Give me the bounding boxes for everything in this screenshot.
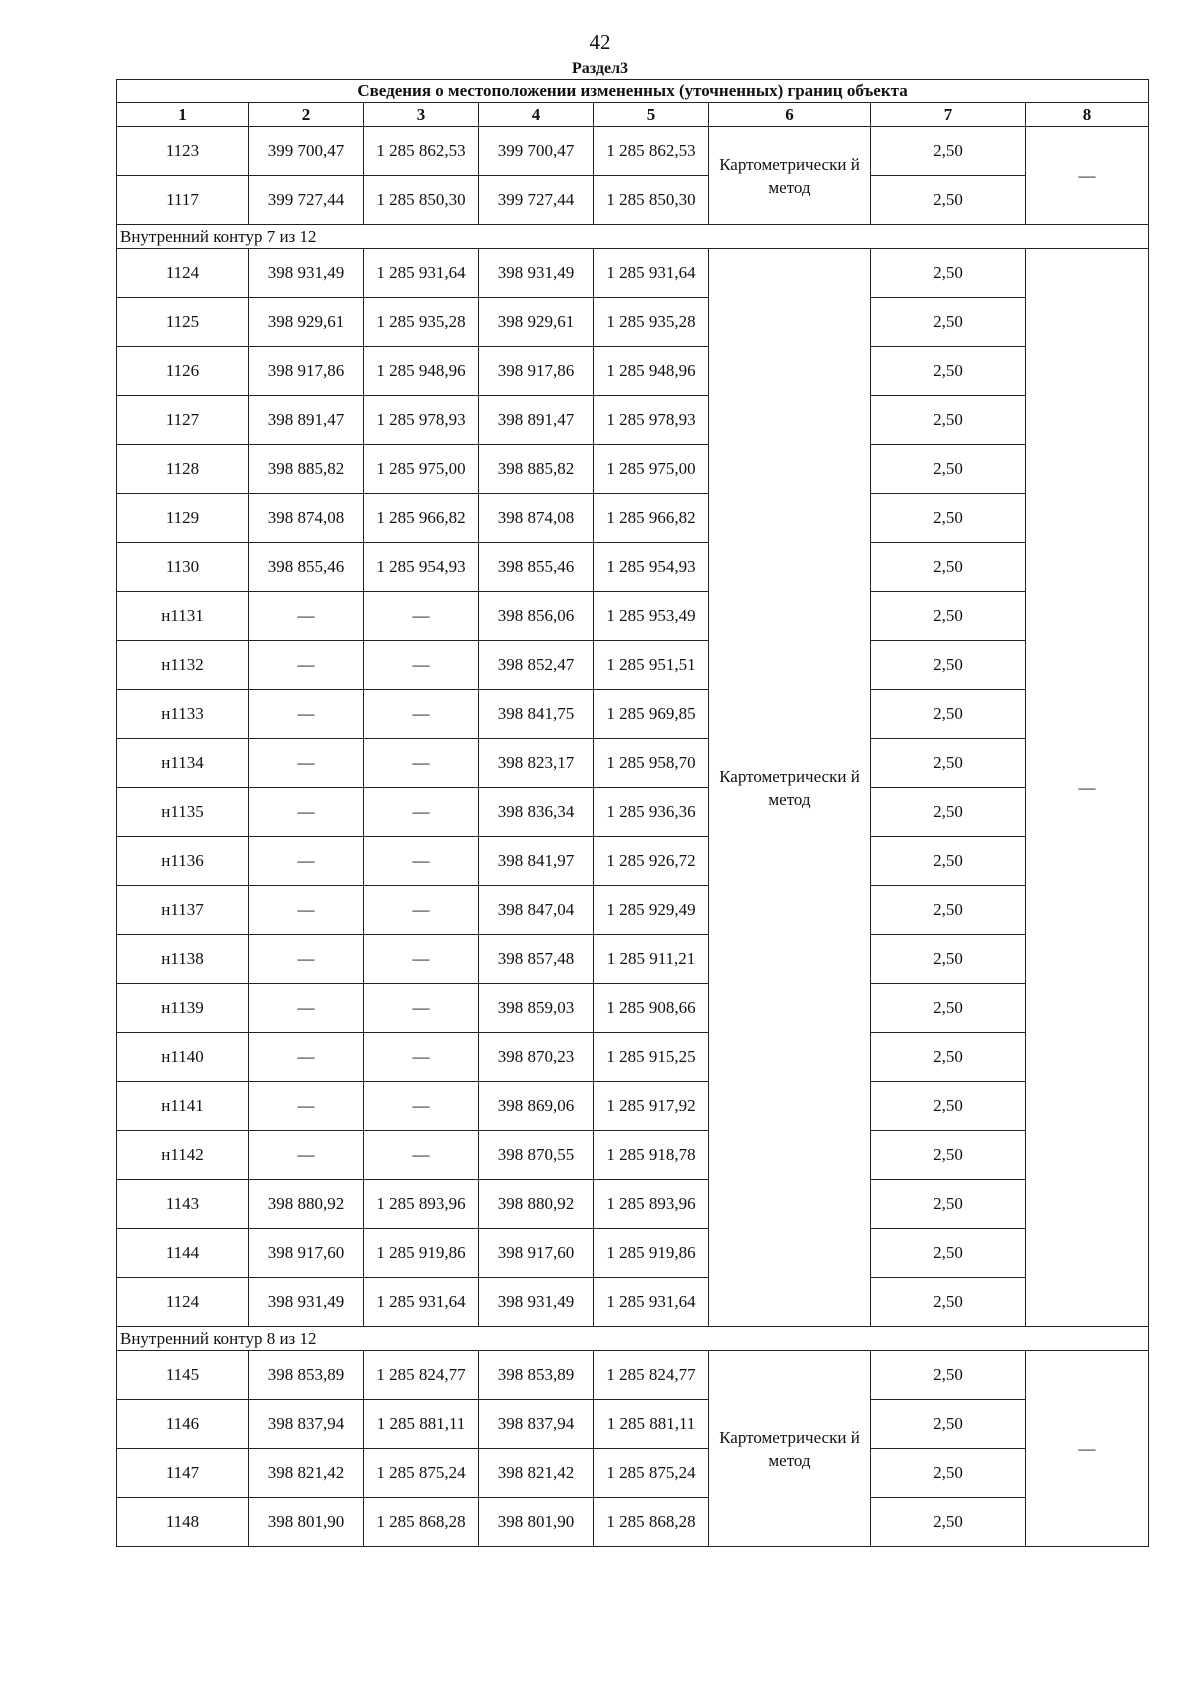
column-header: 5 bbox=[594, 103, 709, 127]
point-number-cell: 1130 bbox=[117, 543, 249, 592]
new-x-cell: 398 885,82 bbox=[479, 445, 594, 494]
new-y-cell: 1 285 935,28 bbox=[594, 298, 709, 347]
new-x-cell: 398 931,49 bbox=[479, 1278, 594, 1327]
existing-y-cell: — bbox=[364, 1082, 479, 1131]
accuracy-cell: 2,50 bbox=[871, 298, 1026, 347]
accuracy-cell: 2,50 bbox=[871, 127, 1026, 176]
new-y-cell: 1 285 954,93 bbox=[594, 543, 709, 592]
table-row bbox=[117, 1082, 1149, 1131]
existing-y-cell: 1 285 931,64 bbox=[364, 1278, 479, 1327]
contour-header-row bbox=[117, 1327, 1149, 1351]
accuracy-cell: 2,50 bbox=[871, 445, 1026, 494]
table-row bbox=[117, 396, 1149, 445]
existing-y-cell: — bbox=[364, 935, 479, 984]
existing-y-cell: — bbox=[364, 592, 479, 641]
new-y-cell: 1 285 893,96 bbox=[594, 1180, 709, 1229]
new-x-cell: 398 874,08 bbox=[479, 494, 594, 543]
new-x-cell: 398 917,86 bbox=[479, 347, 594, 396]
new-y-cell: 1 285 931,64 bbox=[594, 249, 709, 298]
accuracy-cell: 2,50 bbox=[871, 1131, 1026, 1180]
existing-x-cell: 398 891,47 bbox=[249, 396, 364, 445]
existing-x-cell: — bbox=[249, 1131, 364, 1180]
contour-label: Внутренний контур 8 из 12 bbox=[117, 1327, 1149, 1351]
new-x-cell: 398 870,55 bbox=[479, 1131, 594, 1180]
point-number-cell: 1126 bbox=[117, 347, 249, 396]
existing-x-cell: 399 727,44 bbox=[249, 176, 364, 225]
boundary-coordinates-table bbox=[116, 79, 1149, 1547]
table-row bbox=[117, 543, 1149, 592]
contour-header-row bbox=[117, 225, 1149, 249]
existing-x-cell: — bbox=[249, 788, 364, 837]
accuracy-cell: 2,50 bbox=[871, 1351, 1026, 1400]
existing-y-cell: — bbox=[364, 690, 479, 739]
method-cell: Картометрически й метод bbox=[709, 1351, 871, 1547]
table-row bbox=[117, 1449, 1149, 1498]
point-number-cell: н1138 bbox=[117, 935, 249, 984]
accuracy-cell: 2,50 bbox=[871, 1229, 1026, 1278]
accuracy-cell: 2,50 bbox=[871, 176, 1026, 225]
section-title: Раздел3 bbox=[571, 60, 629, 77]
existing-y-cell: 1 285 935,28 bbox=[364, 298, 479, 347]
accuracy-cell: 2,50 bbox=[871, 1449, 1026, 1498]
existing-x-cell: 398 929,61 bbox=[249, 298, 364, 347]
column-header: 2 bbox=[249, 103, 364, 127]
new-y-cell: 1 285 948,96 bbox=[594, 347, 709, 396]
accuracy-cell: 2,50 bbox=[871, 935, 1026, 984]
new-y-cell: 1 285 881,11 bbox=[594, 1400, 709, 1449]
existing-y-cell: — bbox=[364, 739, 479, 788]
new-x-cell: 398 801,90 bbox=[479, 1498, 594, 1547]
column-header-row bbox=[117, 103, 1149, 127]
point-number-cell: 1125 bbox=[117, 298, 249, 347]
new-x-cell: 398 857,48 bbox=[479, 935, 594, 984]
existing-y-cell: — bbox=[364, 641, 479, 690]
column-8-cell: — bbox=[1026, 249, 1149, 1327]
existing-y-cell: — bbox=[364, 984, 479, 1033]
table-row bbox=[117, 886, 1149, 935]
point-number-cell: 1124 bbox=[117, 1278, 249, 1327]
existing-x-cell: 398 874,08 bbox=[249, 494, 364, 543]
existing-x-cell: 398 837,94 bbox=[249, 1400, 364, 1449]
new-x-cell: 398 929,61 bbox=[479, 298, 594, 347]
new-x-cell: 398 853,89 bbox=[479, 1351, 594, 1400]
table-row bbox=[117, 494, 1149, 543]
existing-x-cell: 398 917,86 bbox=[249, 347, 364, 396]
table-row bbox=[117, 1131, 1149, 1180]
existing-y-cell: 1 285 824,77 bbox=[364, 1351, 479, 1400]
accuracy-cell: 2,50 bbox=[871, 690, 1026, 739]
point-number-cell: 1124 bbox=[117, 249, 249, 298]
table-row bbox=[117, 690, 1149, 739]
method-cell: Картометрически й метод bbox=[709, 127, 871, 225]
existing-y-cell: 1 285 881,11 bbox=[364, 1400, 479, 1449]
new-y-cell: 1 285 862,53 bbox=[594, 127, 709, 176]
new-y-cell: 1 285 978,93 bbox=[594, 396, 709, 445]
point-number-cell: н1133 bbox=[117, 690, 249, 739]
new-y-cell: 1 285 911,21 bbox=[594, 935, 709, 984]
new-y-cell: 1 285 919,86 bbox=[594, 1229, 709, 1278]
accuracy-cell: 2,50 bbox=[871, 1033, 1026, 1082]
table-row bbox=[117, 935, 1149, 984]
existing-y-cell: 1 285 948,96 bbox=[364, 347, 479, 396]
table-row bbox=[117, 445, 1149, 494]
new-y-cell: 1 285 918,78 bbox=[594, 1131, 709, 1180]
point-number-cell: н1135 bbox=[117, 788, 249, 837]
new-y-cell: 1 285 929,49 bbox=[594, 886, 709, 935]
existing-x-cell: 398 821,42 bbox=[249, 1449, 364, 1498]
existing-y-cell: 1 285 954,93 bbox=[364, 543, 479, 592]
accuracy-cell: 2,50 bbox=[871, 641, 1026, 690]
new-y-cell: 1 285 958,70 bbox=[594, 739, 709, 788]
new-x-cell: 398 847,04 bbox=[479, 886, 594, 935]
point-number-cell: н1136 bbox=[117, 837, 249, 886]
new-y-cell: 1 285 951,51 bbox=[594, 641, 709, 690]
table-row bbox=[117, 1180, 1149, 1229]
accuracy-cell: 2,50 bbox=[871, 739, 1026, 788]
method-cell: Картометрически й метод bbox=[709, 249, 871, 1327]
new-y-cell: 1 285 953,49 bbox=[594, 592, 709, 641]
new-x-cell: 398 856,06 bbox=[479, 592, 594, 641]
table-row bbox=[117, 641, 1149, 690]
existing-y-cell: 1 285 862,53 bbox=[364, 127, 479, 176]
accuracy-cell: 2,50 bbox=[871, 396, 1026, 445]
new-x-cell: 398 869,06 bbox=[479, 1082, 594, 1131]
existing-x-cell: — bbox=[249, 641, 364, 690]
new-y-cell: 1 285 969,85 bbox=[594, 690, 709, 739]
point-number-cell: н1140 bbox=[117, 1033, 249, 1082]
accuracy-cell: 2,50 bbox=[871, 347, 1026, 396]
new-x-cell: 398 821,42 bbox=[479, 1449, 594, 1498]
existing-y-cell: 1 285 975,00 bbox=[364, 445, 479, 494]
point-number-cell: 1148 bbox=[117, 1498, 249, 1547]
existing-x-cell: — bbox=[249, 739, 364, 788]
new-x-cell: 398 823,17 bbox=[479, 739, 594, 788]
new-x-cell: 398 880,92 bbox=[479, 1180, 594, 1229]
accuracy-cell: 2,50 bbox=[871, 886, 1026, 935]
existing-x-cell: — bbox=[249, 690, 364, 739]
point-number-cell: 1143 bbox=[117, 1180, 249, 1229]
point-number-cell: 1129 bbox=[117, 494, 249, 543]
new-x-cell: 398 931,49 bbox=[479, 249, 594, 298]
new-y-cell: 1 285 908,66 bbox=[594, 984, 709, 1033]
existing-y-cell: 1 285 868,28 bbox=[364, 1498, 479, 1547]
accuracy-cell: 2,50 bbox=[871, 494, 1026, 543]
accuracy-cell: 2,50 bbox=[871, 1498, 1026, 1547]
existing-x-cell: 398 855,46 bbox=[249, 543, 364, 592]
table-row bbox=[117, 249, 1149, 298]
table-row bbox=[117, 1400, 1149, 1449]
point-number-cell: н1141 bbox=[117, 1082, 249, 1131]
column-header: 8 bbox=[1026, 103, 1149, 127]
existing-x-cell: 398 885,82 bbox=[249, 445, 364, 494]
page-number: 42 bbox=[589, 30, 611, 54]
table-title: Сведения о местоположении измененных (уточненных) границ объекта bbox=[117, 80, 1149, 103]
existing-x-cell: — bbox=[249, 592, 364, 641]
point-number-cell: н1134 bbox=[117, 739, 249, 788]
new-y-cell: 1 285 936,36 bbox=[594, 788, 709, 837]
new-y-cell: 1 285 917,92 bbox=[594, 1082, 709, 1131]
existing-x-cell: 398 880,92 bbox=[249, 1180, 364, 1229]
new-x-cell: 398 855,46 bbox=[479, 543, 594, 592]
contour-label: Внутренний контур 7 из 12 bbox=[117, 225, 1149, 249]
point-number-cell: 1145 bbox=[117, 1351, 249, 1400]
column-header: 6 bbox=[709, 103, 871, 127]
existing-y-cell: 1 285 966,82 bbox=[364, 494, 479, 543]
accuracy-cell: 2,50 bbox=[871, 984, 1026, 1033]
table-row bbox=[117, 837, 1149, 886]
accuracy-cell: 2,50 bbox=[871, 837, 1026, 886]
column-8-cell: — bbox=[1026, 127, 1149, 225]
point-number-cell: н1132 bbox=[117, 641, 249, 690]
new-y-cell: 1 285 824,77 bbox=[594, 1351, 709, 1400]
accuracy-cell: 2,50 bbox=[871, 1082, 1026, 1131]
table-row bbox=[117, 298, 1149, 347]
existing-x-cell: 398 931,49 bbox=[249, 1278, 364, 1327]
point-number-cell: 1146 bbox=[117, 1400, 249, 1449]
new-y-cell: 1 285 975,00 bbox=[594, 445, 709, 494]
column-header: 1 bbox=[117, 103, 249, 127]
table-row bbox=[117, 127, 1149, 176]
point-number-cell: 1147 bbox=[117, 1449, 249, 1498]
table-row bbox=[117, 984, 1149, 1033]
accuracy-cell: 2,50 bbox=[871, 788, 1026, 837]
new-x-cell: 398 917,60 bbox=[479, 1229, 594, 1278]
existing-y-cell: — bbox=[364, 837, 479, 886]
existing-x-cell: — bbox=[249, 1082, 364, 1131]
existing-x-cell: — bbox=[249, 984, 364, 1033]
existing-y-cell: 1 285 850,30 bbox=[364, 176, 479, 225]
existing-y-cell: — bbox=[364, 788, 479, 837]
table-row bbox=[117, 176, 1149, 225]
existing-y-cell: — bbox=[364, 1131, 479, 1180]
existing-x-cell: 398 917,60 bbox=[249, 1229, 364, 1278]
existing-x-cell: 398 931,49 bbox=[249, 249, 364, 298]
table-row bbox=[117, 739, 1149, 788]
existing-y-cell: — bbox=[364, 1033, 479, 1082]
existing-x-cell: — bbox=[249, 935, 364, 984]
existing-y-cell: 1 285 893,96 bbox=[364, 1180, 479, 1229]
point-number-cell: н1142 bbox=[117, 1131, 249, 1180]
existing-y-cell: 1 285 931,64 bbox=[364, 249, 479, 298]
accuracy-cell: 2,50 bbox=[871, 249, 1026, 298]
existing-x-cell: — bbox=[249, 1033, 364, 1082]
point-number-cell: 1123 bbox=[117, 127, 249, 176]
accuracy-cell: 2,50 bbox=[871, 1278, 1026, 1327]
point-number-cell: н1139 bbox=[117, 984, 249, 1033]
point-number-cell: н1131 bbox=[117, 592, 249, 641]
accuracy-cell: 2,50 bbox=[871, 543, 1026, 592]
new-y-cell: 1 285 868,28 bbox=[594, 1498, 709, 1547]
new-y-cell: 1 285 931,64 bbox=[594, 1278, 709, 1327]
accuracy-cell: 2,50 bbox=[871, 592, 1026, 641]
existing-x-cell: 398 853,89 bbox=[249, 1351, 364, 1400]
point-number-cell: н1137 bbox=[117, 886, 249, 935]
point-number-cell: 1128 bbox=[117, 445, 249, 494]
table-row bbox=[117, 1278, 1149, 1327]
new-y-cell: 1 285 966,82 bbox=[594, 494, 709, 543]
existing-x-cell: 399 700,47 bbox=[249, 127, 364, 176]
new-x-cell: 398 836,34 bbox=[479, 788, 594, 837]
new-x-cell: 398 841,97 bbox=[479, 837, 594, 886]
point-number-cell: 1127 bbox=[117, 396, 249, 445]
accuracy-cell: 2,50 bbox=[871, 1400, 1026, 1449]
point-number-cell: 1117 bbox=[117, 176, 249, 225]
new-x-cell: 398 891,47 bbox=[479, 396, 594, 445]
column-header: 3 bbox=[364, 103, 479, 127]
accuracy-cell: 2,50 bbox=[871, 1180, 1026, 1229]
existing-y-cell: 1 285 919,86 bbox=[364, 1229, 479, 1278]
existing-x-cell: — bbox=[249, 886, 364, 935]
existing-x-cell: 398 801,90 bbox=[249, 1498, 364, 1547]
new-x-cell: 398 837,94 bbox=[479, 1400, 594, 1449]
column-header: 7 bbox=[871, 103, 1026, 127]
column-8-cell: — bbox=[1026, 1351, 1149, 1547]
point-number-cell: 1144 bbox=[117, 1229, 249, 1278]
new-x-cell: 399 727,44 bbox=[479, 176, 594, 225]
table-row bbox=[117, 1229, 1149, 1278]
existing-y-cell: — bbox=[364, 886, 479, 935]
new-x-cell: 398 859,03 bbox=[479, 984, 594, 1033]
table-row bbox=[117, 347, 1149, 396]
new-x-cell: 398 870,23 bbox=[479, 1033, 594, 1082]
new-x-cell: 398 852,47 bbox=[479, 641, 594, 690]
new-x-cell: 398 841,75 bbox=[479, 690, 594, 739]
existing-x-cell: — bbox=[249, 837, 364, 886]
table-row bbox=[117, 1351, 1149, 1400]
new-x-cell: 399 700,47 bbox=[479, 127, 594, 176]
new-y-cell: 1 285 875,24 bbox=[594, 1449, 709, 1498]
new-y-cell: 1 285 850,30 bbox=[594, 176, 709, 225]
table-row bbox=[117, 592, 1149, 641]
table-row bbox=[117, 1498, 1149, 1547]
new-y-cell: 1 285 915,25 bbox=[594, 1033, 709, 1082]
existing-y-cell: 1 285 978,93 bbox=[364, 396, 479, 445]
column-header: 4 bbox=[479, 103, 594, 127]
new-y-cell: 1 285 926,72 bbox=[594, 837, 709, 886]
existing-y-cell: 1 285 875,24 bbox=[364, 1449, 479, 1498]
table-row bbox=[117, 1033, 1149, 1082]
table-row bbox=[117, 788, 1149, 837]
